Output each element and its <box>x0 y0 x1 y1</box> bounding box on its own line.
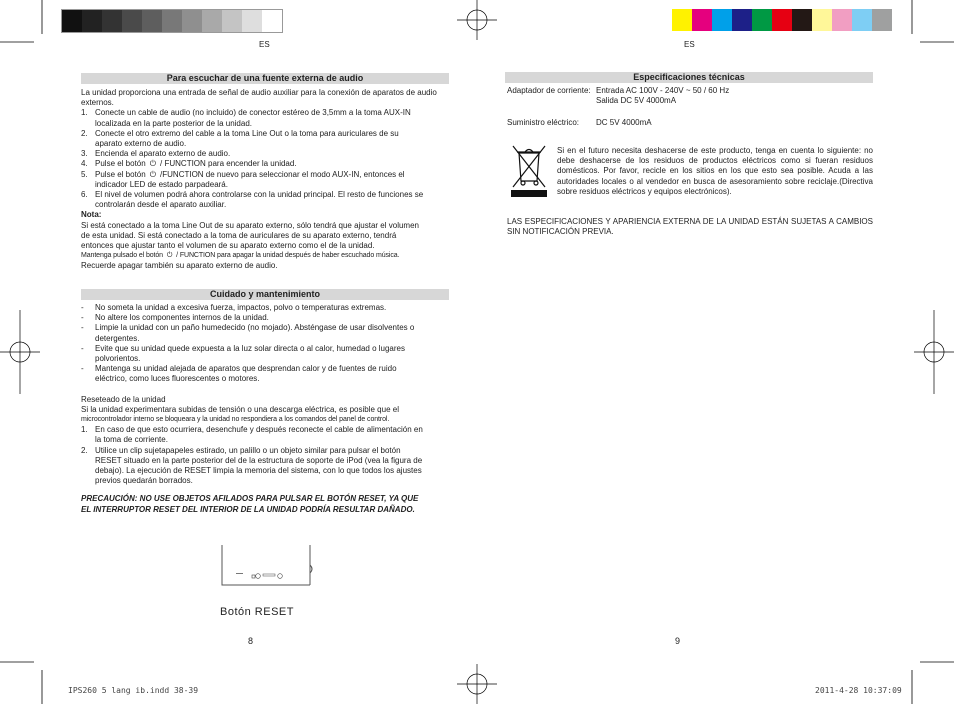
step-item <box>81 159 451 169</box>
care-line: polvorientos. <box>95 354 141 364</box>
care-line: No someta la unidad a excesiva fuerza, impactos, polvo o temperaturas extremas. <box>95 303 387 312</box>
care-line: No altere los componentes internos de la unidad. <box>95 313 269 323</box>
gray-swatch <box>142 10 162 32</box>
note-line: entonces que ajustar tanto el volumen de su aparato externo como el de la unidad. <box>81 241 375 251</box>
step-item <box>81 149 451 159</box>
step-line: El nivel de volumen podrá ahora controlarse con la unidad principal. El resto de funciones se <box>95 190 424 200</box>
section-title-specs: Especificaciones técnicas <box>505 72 873 83</box>
language-label-left: ES <box>259 40 270 49</box>
bullet: - <box>81 313 84 323</box>
care-line: Evite que su unidad quede expuesta a la luz solar directa o al calor, humedad o lugares <box>95 343 405 353</box>
step-number: 3. <box>81 149 88 159</box>
note-line: Si está conectado a la toma Line Out de su aparato externo, sólo tendrá que ajustar el volumen <box>81 220 419 230</box>
intro-paragraph: La unidad proporciona una entrada de señal de audio auxiliar para la conexión de aparatos de audio externos. <box>81 88 437 108</box>
step-text: Pulse el botón <box>95 169 146 179</box>
spec-values <box>596 86 729 106</box>
note-text <box>81 221 451 252</box>
gray-swatch <box>182 10 202 32</box>
care-item <box>81 303 451 313</box>
color-swatch <box>792 9 812 31</box>
note-power-off-line: Mantenga pulsado el botón ⏻ / FUNCTION para apagar la unidad después de haber escuchado música. <box>81 251 451 261</box>
reset-step <box>81 425 451 445</box>
spec-label: Adaptador de corriente: <box>507 86 591 95</box>
color-swatch <box>812 9 832 31</box>
step-line: controlarán desde el aparato auxiliar. <box>95 200 227 210</box>
color-swatch <box>732 9 752 31</box>
bullet: - <box>81 364 84 374</box>
step-line: Conecte el otro extremo del cable a la toma Line Out o la toma para auriculares de su <box>95 128 399 138</box>
registration-target-right <box>914 310 954 394</box>
care-line: eléctrico, como luces fluorescentes o motores. <box>95 374 260 384</box>
reset-step-line: previos quedarán borrados. <box>95 476 193 486</box>
step-line: Encienda el aparato externo de audio. <box>95 149 231 159</box>
steps-list <box>81 108 451 210</box>
gray-color-bar <box>61 9 283 33</box>
gray-swatch <box>222 10 242 32</box>
reset-step-line: En caso de que esto ocurriera, desenchufe y después reconecte el cable de alimentación en <box>95 425 423 435</box>
step-number: 1. <box>81 108 88 118</box>
step-text: / FUNCTION para encender la unidad. <box>160 159 297 169</box>
care-body <box>81 303 451 515</box>
power-icon: ⏻ <box>149 159 157 169</box>
registration-target-top <box>457 0 497 40</box>
registration-target-bottom <box>457 664 497 704</box>
step-number: 6. <box>81 190 88 200</box>
care-item <box>81 313 451 323</box>
reset-intro-line-1: Si la unidad experimentara subidas de tensión o una descarga eléctrica, es posible que el <box>81 404 399 414</box>
weee-text: Si en el futuro necesita deshacerse de este producto, tenga en cuenta lo siguiente: no debe deshacerse de los residuos de productos eléctricos como si fueran residuos domésticos. Por favor, recicle en los sitios en los que esto sea posible. Acuda a las autoridades locales o al vendedor en busca de asesoramiento sobre reciclaje.(Directiva sobre residuos eléctricos y equipos electrónicos). <box>557 146 873 196</box>
step-line <box>95 159 451 169</box>
step-item <box>81 170 451 190</box>
page-number-right: 9 <box>675 636 681 646</box>
step-number: 2. <box>81 445 88 455</box>
color-swatch <box>672 9 692 31</box>
spec-row <box>507 118 873 128</box>
color-swatch <box>852 9 872 31</box>
section-title-care: Cuidado y mantenimiento <box>81 289 449 300</box>
reset-button-figure <box>218 545 318 595</box>
care-item <box>81 344 451 364</box>
care-line: Mantenga su unidad alejada de aparatos que desprendan calor y de fuentes de ruido <box>95 364 397 374</box>
specs-change-notice: LAS ESPECIFICACIONES Y APARIENCIA EXTERNA DE LA UNIDAD ESTÁN SUJETAS A CAMBIOS SIN NOTIFICACIÓN PREVIA. <box>507 217 873 237</box>
color-swatch <box>832 9 852 31</box>
step-line: aparato externo de audio. <box>95 139 187 149</box>
page-number-left: 8 <box>248 636 254 646</box>
color-swatch <box>872 9 892 31</box>
step-item <box>81 108 451 128</box>
specs-table <box>507 86 873 129</box>
language-label-right: ES <box>684 40 695 49</box>
section-title-external-audio: Para escuchar de una fuente externa de audio <box>81 73 449 84</box>
reset-step-line: Utilice un clip sujetapapeles estirado, un palillo o un objeto similar para pulsar el botón <box>95 445 401 455</box>
reset-step-line: RESET situado en la parte posterior del de la estructura de soporte de iPod (vea la figura de <box>95 455 423 465</box>
reset-step-line: debajo). La ejecución de RESET limpia la memoria del sistema, con lo que todos los ajustes <box>95 466 422 476</box>
gray-swatch <box>162 10 182 32</box>
gray-swatch <box>262 10 282 32</box>
step-number: 1. <box>81 425 88 435</box>
figure-caption: Botón RESET <box>220 606 294 618</box>
warning-line: EL INTERRUPTOR RESET DEL INTERIOR DE LA UNIDAD PODRÍA RESULTAR DAÑADO. <box>81 504 415 514</box>
care-item <box>81 364 451 384</box>
reset-steps-list <box>81 425 451 486</box>
gray-swatch <box>82 10 102 32</box>
color-swatch <box>772 9 792 31</box>
reset-hole-icon <box>256 574 261 579</box>
bullet: - <box>81 323 84 333</box>
spec-value: DC 5V 4000mA <box>596 118 652 128</box>
registration-target-left <box>0 310 40 394</box>
reset-warning <box>81 494 451 514</box>
reset-title: Reseteado de la unidad <box>81 394 166 404</box>
reset-step <box>81 446 451 487</box>
care-line: Limpie la unidad con un paño humedecido (no mojado). Absténgase de usar disolventes o <box>95 323 415 333</box>
step-item <box>81 190 451 210</box>
reset-intro-line-2: microcontrolador interno se bloqueara y la unidad no respondiera a los comandos del panel de control. <box>81 416 390 424</box>
spec-value: Entrada AC 100V - 240V ~ 50 / 60 Hz <box>596 86 730 95</box>
process-color-bar <box>672 9 892 31</box>
step-line: Conecte un cable de audio (no incluido) de conector estéreo de 3,5mm a la toma AUX-IN <box>95 108 411 118</box>
spec-values <box>596 118 652 128</box>
reset-step-line: la toma de corriente. <box>95 435 168 445</box>
bullet: - <box>81 343 84 353</box>
care-list <box>81 303 451 385</box>
power-icon: ⏻ <box>149 169 157 179</box>
step-number: 4. <box>81 159 88 169</box>
gray-swatch <box>102 10 122 32</box>
specs-body <box>507 86 873 129</box>
step-text: /FUNCTION de nuevo para seleccionar el modo AUX-IN, entonces el <box>160 169 405 179</box>
weee-bin-icon <box>509 143 549 197</box>
care-line: detergentes. <box>95 333 140 343</box>
color-swatch <box>752 9 772 31</box>
step-line: localizada en la parte posterior de la unidad. <box>95 118 252 128</box>
step-number: 2. <box>81 128 88 138</box>
power-icon: ⏻ <box>166 252 173 260</box>
gray-swatch <box>122 10 142 32</box>
gray-swatch <box>202 10 222 32</box>
color-swatch <box>692 9 712 31</box>
step-number: 5. <box>81 169 88 179</box>
warning-line: PRECAUCIÓN: NO USE OBJETOS AFILADOS PARA PULSAR EL BOTÓN RESET, YA QUE <box>81 494 419 504</box>
bullet: - <box>81 303 84 312</box>
note-line: de esta unidad. Si está conectado a la toma de auriculares de su aparato externo, tendrá <box>81 230 397 240</box>
note-label: Nota: <box>81 210 102 220</box>
step-line: indicador LED de estado parpadeará. <box>95 179 228 189</box>
step-line <box>95 170 451 180</box>
care-item <box>81 323 451 343</box>
step-item <box>81 129 451 149</box>
footer-timestamp: 2011-4-28 10:37:09 <box>815 686 902 695</box>
color-swatch <box>712 9 732 31</box>
note-end: Recuerde apagar también su aparato externo de audio. <box>81 261 278 271</box>
step-text: Pulse el botón <box>95 159 146 169</box>
footer-file-name: IPS260 5 lang ib.indd 38-39 <box>68 686 199 695</box>
gray-swatch <box>62 10 82 32</box>
spec-row <box>507 86 873 106</box>
spec-label: Suministro eléctrico: <box>507 118 580 128</box>
external-audio-body <box>81 88 451 272</box>
spec-value: Salida DC 5V 4000mA <box>596 96 677 106</box>
gray-swatch <box>242 10 262 32</box>
